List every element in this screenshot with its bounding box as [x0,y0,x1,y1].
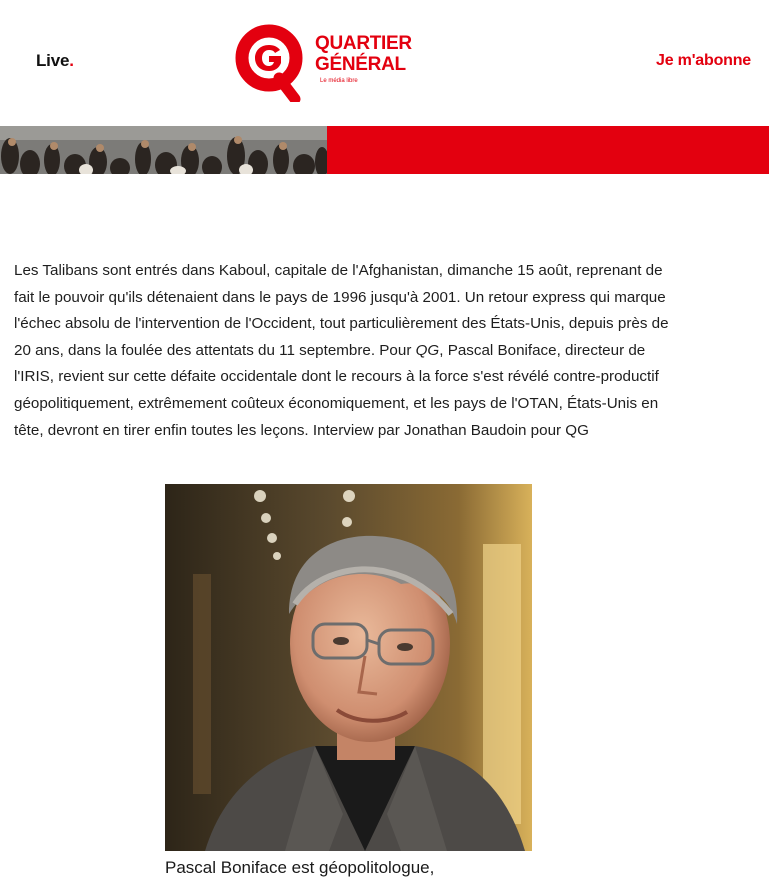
logo-name-line-1: QUARTIER [315,33,412,54]
qg-logo-icon [235,22,311,102]
live-label: Live [36,51,70,70]
crowd-illustration [0,126,327,174]
crowd-photo [0,126,327,174]
hero-banner [0,126,769,174]
subscribe-link[interactable]: Je m'abonne [656,52,751,69]
intro-text-part-2: , Pascal Boniface, directeur de l'IRIS, revient sur cette défaite occidentale dont le recours à la force s'est révélé contre-productif géopolitiquement, extrêmement coûteux économiquement, et les pays de l'OTAN, États-Unis en tête, devront en tirer enfin toutes les leçons. Interview par Jonathan Baudoin pour QG [14,341,659,439]
logo-name-line-2: GÉNÉRAL [315,54,406,75]
article-intro [14,258,682,444]
live-dot: . [69,51,74,70]
logo-tagline: Le média libre [320,78,358,84]
image-caption: Pascal Boniface est géopolitologue, [165,858,435,877]
banner-red-band [327,126,769,174]
intro-text-part-1: Les Talibans sont entrés dans Kaboul, capitale de l'Afghanistan, dimanche 15 août, reprenant de fait le pouvoir qu'ils détenaient dans le pays de 1996 jusqu'à 2001. Un retour express qui marque l'échec absolu de l'intervention de l'Occident, tout particulièrement des États-Unis, depuis près de 20 ans, dans la foulée des attentats du 11 septembre. Pour [14,262,669,359]
live-link[interactable] [36,51,74,71]
site-header [0,0,769,126]
site-logo[interactable] [235,22,435,102]
intro-emphasis: QG [415,341,440,359]
portrait-illustration [165,484,532,851]
portrait-image [165,484,532,851]
